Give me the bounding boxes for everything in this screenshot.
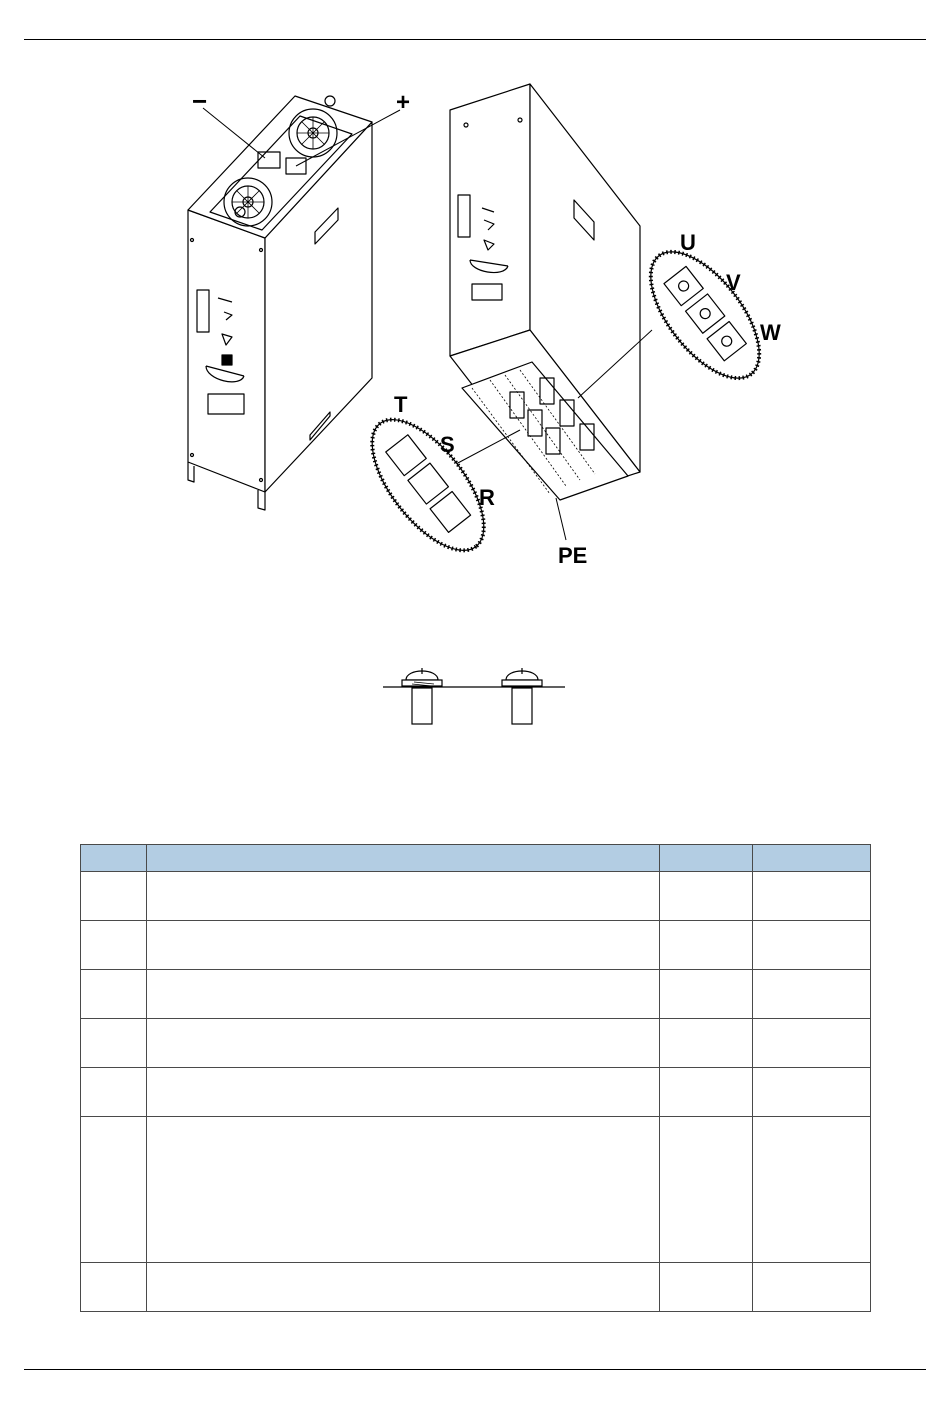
table-cell	[660, 872, 753, 921]
table-cell	[753, 1263, 871, 1312]
table-cell	[147, 921, 660, 970]
table-cell	[147, 970, 660, 1019]
table-cell	[147, 872, 660, 921]
right-drive-unit	[450, 84, 652, 540]
table-cell	[660, 1263, 753, 1312]
table-cell	[81, 921, 147, 970]
terminal-label-v: V	[726, 270, 741, 295]
table-header-cell	[660, 845, 753, 872]
table-cell	[753, 1068, 871, 1117]
table-row	[81, 1068, 871, 1117]
screw-detail-drawing	[383, 668, 565, 724]
terminal-label-u: U	[680, 230, 696, 255]
table-row	[81, 1263, 871, 1312]
table-cell	[660, 1117, 753, 1263]
table-row	[81, 872, 871, 921]
terminal-label-pe: PE	[558, 543, 588, 568]
table-cell	[81, 1117, 147, 1263]
terminal-label-t: T	[394, 392, 408, 417]
table-header-cell	[81, 845, 147, 872]
spec-table	[80, 844, 871, 1312]
table-cell	[753, 970, 871, 1019]
table-cell	[81, 872, 147, 921]
left-drive-unit	[188, 96, 400, 510]
table-cell	[753, 921, 871, 970]
table-cell	[660, 1019, 753, 1068]
table-cell	[147, 1117, 660, 1263]
table-row	[81, 1117, 871, 1263]
table-cell	[753, 872, 871, 921]
table-header-row	[81, 845, 871, 872]
table-cell	[81, 1263, 147, 1312]
table-cell	[147, 1019, 660, 1068]
table-cell	[660, 921, 753, 970]
table-cell	[753, 1019, 871, 1068]
table-header-cell	[147, 845, 660, 872]
output-terminal-callout	[630, 234, 779, 397]
table-cell	[753, 1117, 871, 1263]
footer-rule	[24, 1369, 926, 1370]
table-cell	[660, 970, 753, 1019]
table-cell	[81, 1019, 147, 1068]
table-cell	[81, 1068, 147, 1117]
terminal-label-r: R	[479, 485, 495, 510]
terminal-label-w: W	[760, 320, 781, 345]
table-row	[81, 1019, 871, 1068]
table-cell	[147, 1263, 660, 1312]
terminal-label-s: S	[440, 432, 455, 457]
table-cell	[81, 970, 147, 1019]
terminal-label-minus: −	[192, 86, 208, 116]
table-row	[81, 970, 871, 1019]
table-cell	[147, 1068, 660, 1117]
table-row	[81, 921, 871, 970]
terminal-label-plus: +	[396, 89, 411, 116]
table-header-cell	[753, 845, 871, 872]
table-cell	[660, 1068, 753, 1117]
